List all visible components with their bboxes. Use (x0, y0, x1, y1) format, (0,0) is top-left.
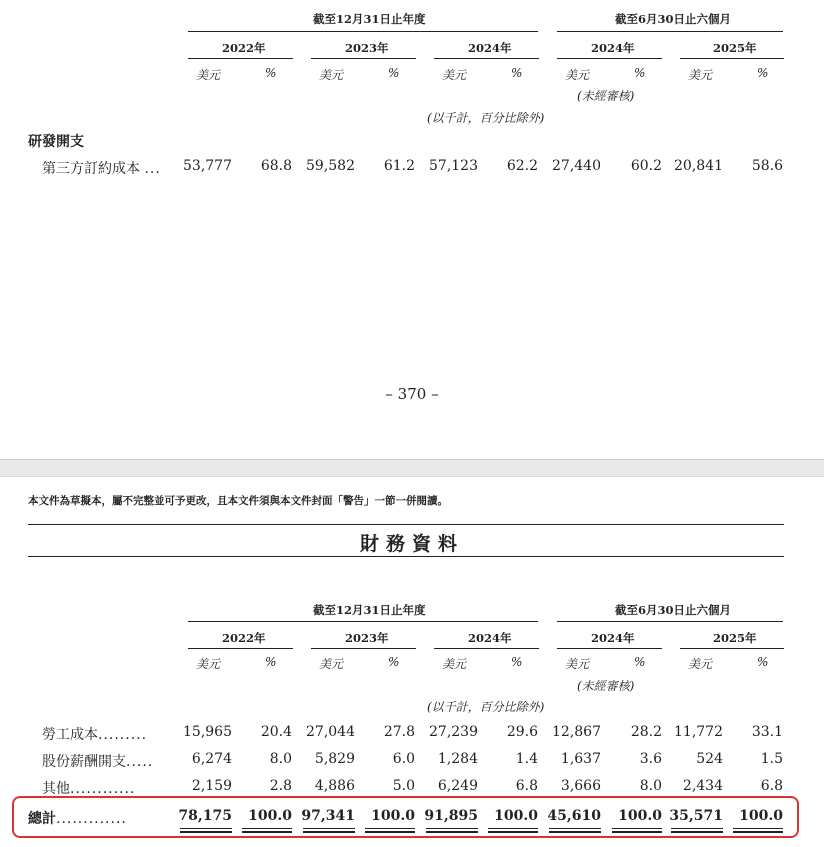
year-header: 2022年 (222, 631, 266, 645)
table-cell: 29.6 (506, 724, 538, 740)
year-header: 2024年 (591, 41, 635, 55)
table-cell: 27.8 (383, 724, 415, 740)
row-label (42, 778, 135, 798)
section-title: 財務資料 (359, 533, 464, 555)
title-rule-top (28, 524, 784, 525)
col-pct: % (757, 66, 769, 80)
table-cell: 11,772 (674, 724, 723, 740)
total-label-text: 總計 (28, 811, 56, 827)
year-header: 2022年 (222, 41, 266, 55)
dot-leader: ......... (98, 727, 148, 743)
table-cell: 6.8 (515, 778, 538, 794)
table-cell: 15,965 (183, 724, 232, 740)
table-cell: 62.2 (506, 158, 538, 174)
col-usd: 美元 (319, 657, 344, 671)
highlight-box (12, 796, 799, 838)
table-cell: 57,123 (429, 158, 478, 174)
col-pct: % (388, 66, 400, 80)
col-usd: 美元 (565, 657, 590, 671)
table-cell: 6,274 (191, 751, 232, 767)
table-cell: 33.1 (751, 724, 783, 740)
table-cell: 1.4 (515, 751, 538, 767)
divider (311, 58, 416, 59)
row-label-text: 勞工成本 (42, 727, 98, 743)
year-header: 2023年 (345, 41, 389, 55)
table-cell: 5,829 (314, 751, 355, 767)
year-header: 2025年 (713, 631, 757, 645)
divider (557, 31, 783, 32)
col-pct: % (265, 66, 277, 80)
table-cell: 2.8 (269, 778, 292, 794)
table-cell: 100.0 (618, 808, 662, 824)
table-cell: 3.6 (639, 751, 662, 767)
divider (188, 621, 538, 622)
table-cell: 53,777 (183, 158, 232, 174)
table-cell: 1,284 (437, 751, 478, 767)
col-pct: % (634, 66, 646, 80)
table-cell: 1.5 (760, 751, 783, 767)
col-pct: % (511, 655, 523, 669)
col-usd: 美元 (319, 68, 344, 82)
year-header: 2023年 (345, 631, 389, 645)
table-cell: 1,637 (560, 751, 601, 767)
table-cell: 12,867 (552, 724, 601, 740)
table-cell: 4,886 (314, 778, 355, 794)
divider (188, 58, 293, 59)
year-header: 2024年 (468, 41, 512, 55)
table-cell: 20.4 (260, 724, 292, 740)
table-cell: 60.2 (630, 158, 662, 174)
table-cell: 5.0 (392, 778, 415, 794)
table-cell: 28.2 (630, 724, 662, 740)
divider (680, 58, 784, 59)
divider (311, 648, 416, 649)
divider (557, 621, 783, 622)
divider (188, 31, 538, 32)
table-cell: 100.0 (371, 808, 415, 824)
title-rule-bottom (28, 556, 784, 557)
row-label (42, 724, 147, 744)
table-cell: 524 (696, 751, 723, 767)
table-cell: 78,175 (178, 808, 232, 824)
table-cell: 91,895 (424, 808, 478, 824)
divider (434, 648, 539, 649)
col-pct: % (388, 655, 400, 669)
table-cell: 2,159 (191, 778, 232, 794)
table-cell: 58.6 (751, 158, 783, 174)
divider (557, 58, 662, 59)
table-cell: 6.8 (760, 778, 783, 794)
table-cell: 20,841 (674, 158, 723, 174)
divider (434, 58, 539, 59)
row-label-text: 第三方訂約成本 (42, 161, 140, 177)
col-usd: 美元 (196, 68, 221, 82)
dot-leader: ... (144, 161, 161, 177)
table-cell: 6.0 (392, 751, 415, 767)
table-cell: 27,239 (429, 724, 478, 740)
divider (557, 648, 662, 649)
row-label (42, 158, 161, 178)
table-cell: 97,341 (301, 808, 355, 824)
col-pct: % (757, 655, 769, 669)
table-cell: 8.0 (639, 778, 662, 794)
page-separator (0, 459, 824, 477)
col-usd: 美元 (196, 657, 221, 671)
col-pct: % (265, 655, 277, 669)
dot-leader: ..... (126, 754, 154, 770)
table-cell: 100.0 (739, 808, 783, 824)
draft-notice: 本文件為草擬本，屬不完整並可予更改，且本文件須與本文件封面「警告」一節一併閱讀。 (28, 495, 448, 507)
col-usd: 美元 (688, 68, 713, 82)
year-header: 2024年 (591, 631, 635, 645)
divider (188, 648, 293, 649)
table-cell: 100.0 (494, 808, 538, 824)
table-cell: 8.0 (269, 751, 292, 767)
col-usd: 美元 (442, 68, 467, 82)
divider (680, 648, 784, 649)
row-label (42, 751, 153, 771)
table-cell: 100.0 (248, 808, 292, 824)
table-cell: 2,434 (682, 778, 723, 794)
row-label-text: 其他 (42, 781, 70, 797)
period-header-interim: 截至6月30日止六個月 (615, 603, 732, 617)
dot-leader: ............ (70, 781, 136, 797)
page-number: – 370 – (385, 385, 439, 403)
section-heading: 研發開支 (28, 134, 84, 150)
row-label-text: 股份薪酬開支 (42, 754, 126, 770)
table-cell: 59,582 (306, 158, 355, 174)
table-cell: 35,571 (669, 808, 723, 824)
unit-note: (以千計，百分比除外) (427, 700, 545, 714)
year-header: 2024年 (468, 631, 512, 645)
period-header-annual: 截至12月31日止年度 (313, 12, 426, 26)
col-pct: % (634, 655, 646, 669)
table-cell: 6,249 (437, 778, 478, 794)
table-cell: 27,440 (552, 158, 601, 174)
period-header-annual: 截至12月31日止年度 (313, 603, 426, 617)
table-cell: 68.8 (260, 158, 292, 174)
table-cell: 45,610 (547, 808, 601, 824)
dot-leader: ............. (56, 811, 127, 827)
unit-note: (以千計，百分比除外) (427, 111, 545, 125)
col-pct: % (511, 66, 523, 80)
unaudited-note: (未經審核) (577, 89, 635, 103)
col-usd: 美元 (565, 68, 590, 82)
col-usd: 美元 (688, 657, 713, 671)
table-cell: 3,666 (560, 778, 601, 794)
year-header: 2025年 (713, 41, 757, 55)
table-cell: 61.2 (383, 158, 415, 174)
period-header-interim: 截至6月30日止六個月 (615, 12, 732, 26)
col-usd: 美元 (442, 657, 467, 671)
unaudited-note: (未經審核) (577, 679, 635, 693)
table-cell: 27,044 (306, 724, 355, 740)
